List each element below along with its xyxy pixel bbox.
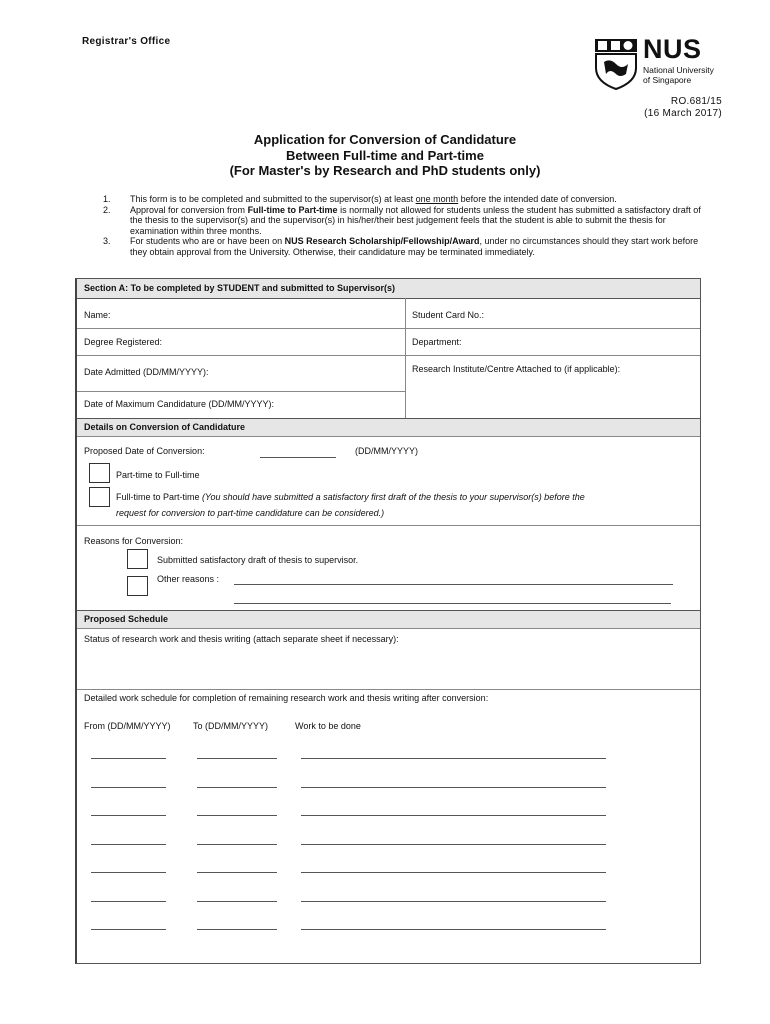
schedule-work-field[interactable] (301, 844, 606, 845)
logo-subtitle (643, 66, 714, 85)
instruction-bold: Full-time to Part-time (247, 204, 338, 215)
schedule-to-field[interactable] (197, 815, 277, 816)
detailed-schedule-label: Detailed work schedule for completion of remaining research work and thesis writing after conversion: (84, 693, 489, 703)
schedule-from-field[interactable] (91, 758, 166, 759)
col-from-label: From (DD/MM/YYYY) (84, 721, 171, 731)
instruction-text: is normally not allowed for students unless the student has submitted a satisfactory draft of the thesis to the supervisor(s) and the supervisor(s) in his/her/their best judgement feels that the student is able to submit the thesis for examination within three months. (130, 204, 701, 236)
ft-to-pt-label (116, 492, 585, 502)
reasons-label: Reasons for Conversion: (84, 536, 184, 546)
instruction-text: , under no circumstances should they start work before they obtain approval from the University. Otherwise, their candidature may be terminated immediately. (130, 236, 699, 257)
logo-sub-line-2: of Singapore (643, 74, 692, 85)
schedule-work-field[interactable] (301, 901, 606, 902)
schedule-from-field[interactable] (91, 929, 166, 930)
title-line-1: Application for Conversion of Candidature (253, 132, 517, 147)
proposed-date-field[interactable] (260, 457, 336, 458)
ft-to-pt-note: (You should have submitted a satisfactory first draft of the thesis to your supervisor(s) before the (202, 492, 585, 502)
reference-number: RO.681/15 (670, 96, 722, 107)
schedule-work-field[interactable] (301, 929, 606, 930)
col-work-label: Work to be done (295, 721, 361, 731)
instruction-text: before the intended date of conversion. (458, 194, 617, 204)
name-label: Name: (84, 310, 111, 320)
application-form (75, 278, 701, 964)
reason-other-label: Other reasons : (157, 574, 220, 584)
max-candidature-label: Date of Maximum Candidature (DD/MM/YYYY): (84, 399, 275, 409)
instruction-number: 1. (103, 194, 111, 204)
schedule-to-field[interactable] (197, 787, 277, 788)
title-line-2: Between Full-time and Part-time (286, 147, 484, 163)
date-format-label: (DD/MM/YYYY) (355, 446, 418, 456)
schedule-from-field[interactable] (91, 901, 166, 902)
schedule-to-field[interactable] (197, 844, 277, 845)
schedule-from-field[interactable] (91, 844, 166, 845)
schedule-to-field[interactable] (197, 929, 277, 930)
reason-draft-label: Submitted satisfactory draft of thesis to supervisor. (157, 555, 359, 565)
section-a-header: Section A: To be completed by STUDENT and submitted to Supervisor(s) (77, 279, 700, 298)
date-admitted-label: Date Admitted (DD/MM/YYYY): (84, 367, 209, 377)
student-card-label: Student Card No.: (412, 310, 485, 320)
status-label: Status of research work and thesis writing (attach separate sheet if necessary): (84, 634, 399, 644)
schedule-work-field[interactable] (301, 758, 606, 759)
reference-block (644, 96, 722, 120)
schedule-from-field[interactable] (91, 815, 166, 816)
reference-date: (16 March 2017) (644, 108, 722, 119)
instruction-1 (103, 194, 715, 205)
pt-to-ft-checkbox[interactable] (89, 463, 110, 483)
schedule-work-field[interactable] (301, 872, 606, 873)
instruction-text: This form is to be completed and submitted to the supervisor(s) at least (130, 194, 416, 204)
logo-sub-line-1: National University (643, 65, 714, 75)
details-header: Details on Conversion of Candidature (77, 419, 700, 436)
schedule-to-field[interactable] (197, 901, 277, 902)
reason-other-field-2[interactable] (234, 603, 671, 604)
nus-logo (594, 34, 724, 90)
ft-to-pt-text: Full-time to Part-time (116, 492, 200, 502)
form-title (0, 132, 770, 179)
instruction-bold: NUS Research Scholarship/Fellowship/Award (284, 236, 480, 246)
schedule-to-field[interactable] (197, 872, 277, 873)
schedule-work-field[interactable] (301, 787, 606, 788)
schedule-work-field[interactable] (301, 815, 606, 816)
instruction-3 (103, 236, 715, 257)
instruction-number: 3. (103, 236, 111, 246)
instruction-number: 2. (103, 204, 111, 215)
schedule-from-field[interactable] (91, 872, 166, 873)
reason-draft-checkbox[interactable] (127, 549, 148, 569)
instruction-2 (103, 205, 715, 237)
pt-to-ft-label: Part-time to Full-time (116, 470, 200, 480)
instructions-list (103, 194, 715, 257)
instruction-text: Approval for conversion from (130, 204, 248, 215)
reason-other-checkbox[interactable] (127, 576, 148, 596)
ft-to-pt-checkbox[interactable] (89, 487, 110, 507)
department-label: Department: (412, 337, 462, 347)
schedule-to-field[interactable] (197, 758, 277, 759)
instruction-underlined: one month (415, 194, 459, 204)
instruction-text: For students who are or have been on (130, 236, 285, 246)
col-to-label: To (DD/MM/YYYY) (193, 721, 269, 731)
proposed-date-label: Proposed Date of Conversion: (84, 446, 205, 456)
nus-crest-icon (594, 38, 638, 90)
schedule-header: Proposed Schedule (77, 611, 700, 628)
reason-other-field-1[interactable] (234, 584, 673, 585)
research-institute-label: Research Institute/Centre Attached to (if applicable): (412, 364, 621, 374)
registrars-office-label: Registrar's Office (82, 36, 171, 47)
degree-label: Degree Registered: (84, 337, 163, 347)
title-line-3: (For Master's by Research and PhD students only) (229, 163, 541, 178)
ft-to-pt-note-cont: request for conversion to part-time candidature can be considered.) (116, 508, 385, 518)
schedule-from-field[interactable] (91, 787, 166, 788)
logo-name: NUS (643, 34, 702, 64)
